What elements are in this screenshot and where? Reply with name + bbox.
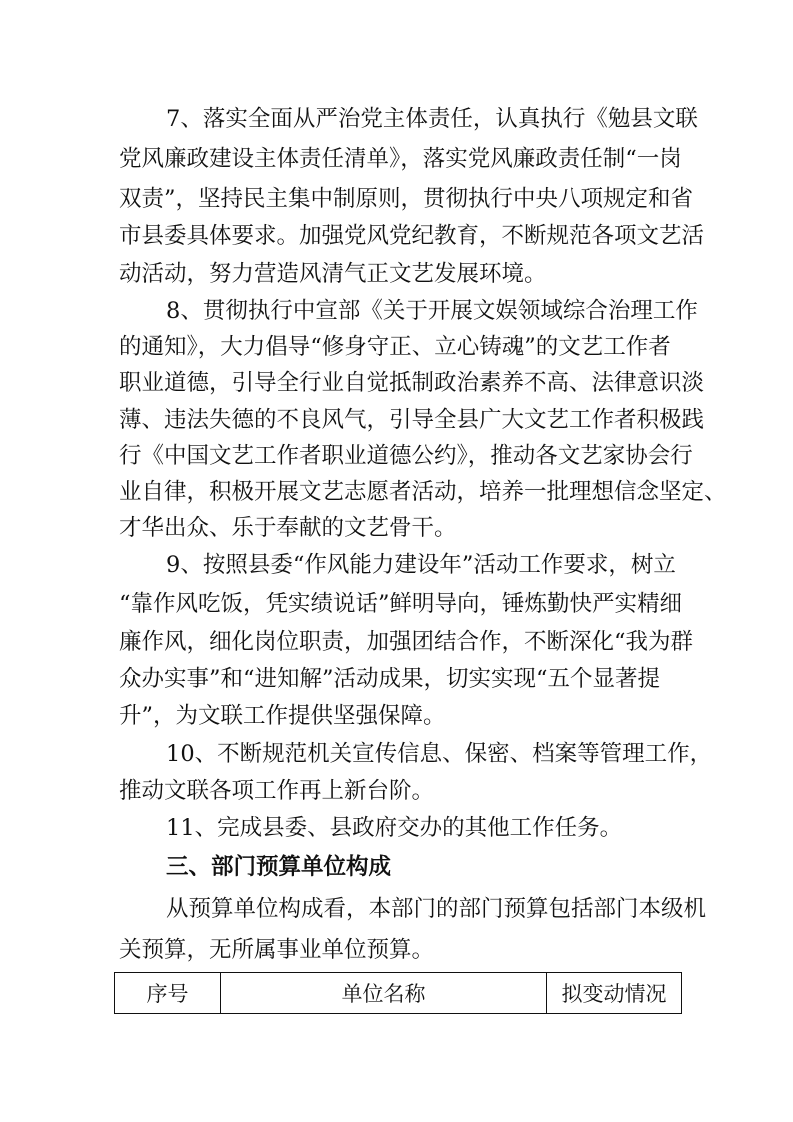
item-8-line-6: 业自律，积极开展文艺志愿者活动，培养一批理想信念坚定、 [119,479,727,505]
item-7-line-3: 双责”，坚持民主集中制原则，贯彻执行中央八项规定和省 [119,186,694,212]
section-3-line-1: 从预算单位构成看，本部门的部门预算包括部门本级机 [166,896,707,922]
item-10-line-1: 10、不断规范机关宣传信息、保密、档案等管理工作， [166,741,713,767]
budget-unit-table [114,972,682,1014]
item-8-line-4: 薄、违法失德的不良风气，引导全县广大文艺工作者积极践 [119,407,705,433]
item-7-line-5: 动活动，努力营造风清气正文艺发展环境。 [119,261,547,287]
section-3-line-2: 关预算，无所属事业单位预算。 [119,937,435,963]
table-header-row [115,973,682,1014]
item-9-line-1: 9、按照县委“作风能力建设年”活动工作要求，树立 [166,552,676,578]
item-8-line-5: 行《中国文艺工作者职业道德公约》，推动各文艺家协会行 [119,443,693,469]
item-7-line-2: 党风廉政建设主体责任清单》，落实党风廉政责任制“一岗 [119,146,682,172]
item-9-line-3: 廉作风，细化岗位职责，加强团结合作，不断深化“我为群 [119,629,694,655]
item-8-line-7: 才华出众、乐于奉献的文艺骨干。 [119,515,457,541]
item-9-line-2: “靠作风吃饭，凭实绩说话”鲜明导向，锤炼勤快严实精细 [119,591,683,617]
item-11-line-1: 11、完成县委、县政府交办的其他工作任务。 [166,815,623,841]
column-header-serial-number: 序号 [115,973,221,1014]
item-10-line-2: 推动文联各项工作再上新台阶。 [119,778,435,804]
item-8-line-3: 职业道德，引导全行业自觉抵制政治素养不高、法律意识淡 [119,370,705,396]
item-9-line-5: 升”，为文联工作提供坚强保障。 [119,703,446,729]
item-8-line-2: 的通知》，大力倡导“修身守正、立心铸魂”的文艺工作者 [119,334,671,360]
section-3-heading: 三、部门预算单位构成 [166,854,392,880]
column-header-planned-change: 拟变动情况 [547,973,682,1014]
item-7-line-1: 7、落实全面从严治党主体责任，认真执行《勉县文联 [166,106,698,132]
column-header-unit-name: 单位名称 [221,973,547,1014]
item-7-line-4: 市县委具体要求。加强党风党纪教育，不断规范各项文艺活 [119,223,705,249]
item-8-line-1: 8、贯彻执行中宣部《关于开展文娱领域综合治理工作 [166,298,698,324]
item-9-line-4: 众办实事”和“进知解”活动成果，切实实现“五个显著提 [119,666,661,692]
